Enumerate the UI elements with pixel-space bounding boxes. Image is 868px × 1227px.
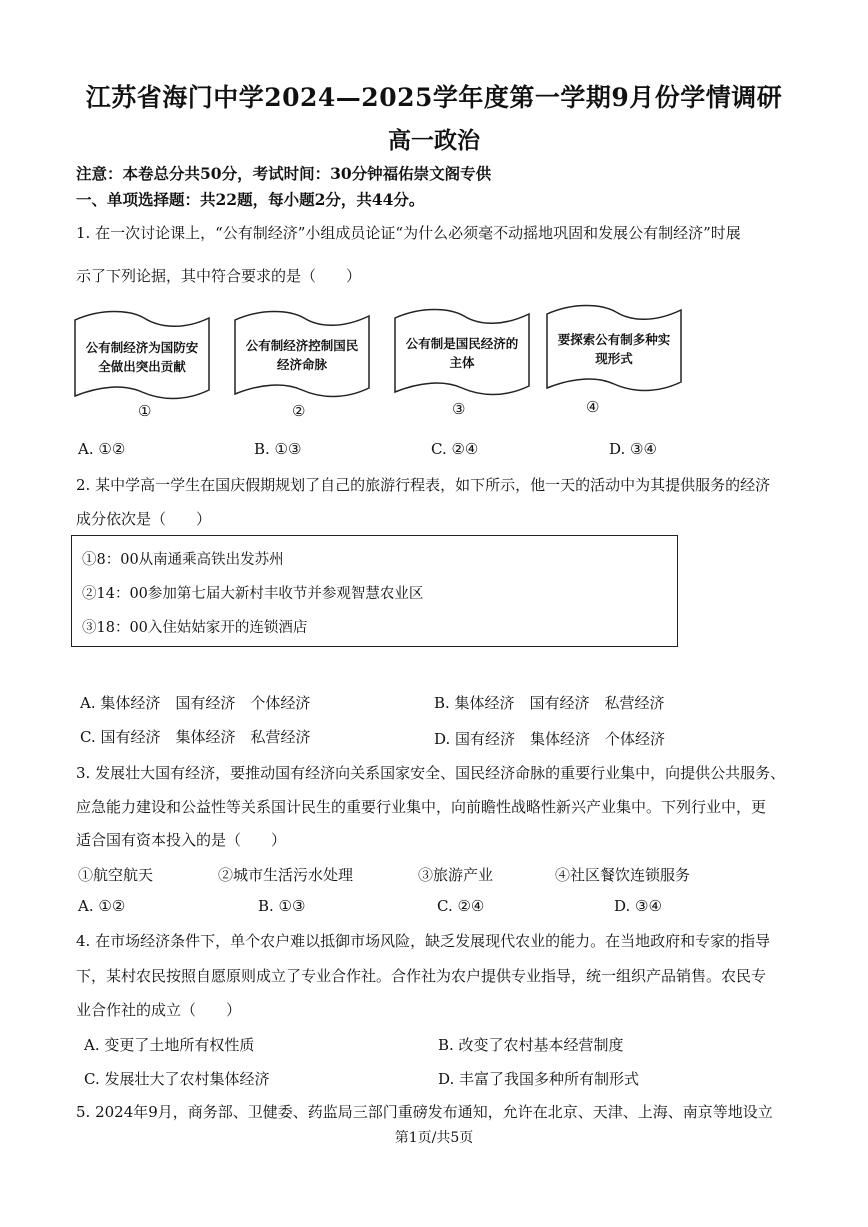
- q5-stem-line1: 5. 2024年9月，商务部、卫健委、药监局三部门重磅发布通知，允许在北京、天津、上海、南京等地设立: [76, 1103, 773, 1121]
- q1-option-b: B. ①③: [254, 440, 302, 458]
- exam-note: 注意：本卷总分共50分，考试时间：30分钟福佑崇文阁专供: [76, 164, 492, 183]
- q2-option-b: B. 集体经济 国有经济 私营经济: [434, 694, 665, 712]
- q4-stem-line2: 下，某村农民按照自愿原则成立了专业合作社。合作社为农户提供专业指导，统一组织产品销售。农民专: [76, 967, 767, 985]
- q3-option-d: D. ③④: [614, 897, 662, 915]
- q1-banner-3: [392, 306, 532, 398]
- q4-option-d: D. 丰富了我国多种所有制形式: [438, 1070, 640, 1088]
- q4-stem-line3: 业合作社的成立（ ）: [76, 1001, 242, 1019]
- q4-option-a: A. 变更了土地所有权性质: [84, 1036, 255, 1054]
- q1-option-d: D. ③④: [609, 440, 657, 458]
- q1-banner-2: [232, 308, 372, 400]
- section-heading: 一、单项选择题：共22题，每小题2分，共44分。: [76, 190, 425, 209]
- q3-item-3: ③旅游产业: [418, 866, 494, 884]
- page-title: 江苏省海门中学2024—2025学年度第一学期9月份学情调研: [85, 83, 783, 112]
- q1-banner-3-number: ③: [452, 400, 466, 418]
- q2-option-c: C. 国有经济 集体经济 私营经济: [80, 728, 311, 746]
- q3-option-b: B. ①③: [258, 897, 306, 915]
- q1-stem-line2: 示了下列论据，其中符合要求的是（ ）: [76, 267, 362, 285]
- q2-schedule-item-1: ①8：00从南通乘高铁出发苏州: [82, 552, 284, 568]
- q2-option-a: A. 集体经济 国有经济 个体经济: [80, 694, 311, 712]
- q1-option-a: A. ①②: [78, 440, 126, 458]
- q1-banner-4-number: ④: [586, 398, 600, 416]
- q1-banner-1: [72, 310, 212, 402]
- q3-item-2: ②城市生活污水处理: [218, 866, 354, 884]
- q3-stem-line2: 应急能力建设和公益性等关系国计民生的重要行业集中，向前瞻性战略性新兴产业集中。下列行业中，更: [76, 798, 767, 816]
- q1-banner-3-text: 公有制是国民经济的主体: [405, 336, 519, 370]
- page-footer: 第1页/共5页: [394, 1130, 474, 1146]
- q4-stem-line1: 4. 在市场经济条件下，单个农户难以抵御市场风险，缺乏发展现代农业的能力。在当地政府和专家的指导: [76, 932, 771, 950]
- q2-schedule-box: [71, 535, 678, 647]
- q3-stem-line1: 3. 发展壮大国有经济，要推动国有经济向关系国家安全、国民经济命脉的重要行业集中，向提供公共服务、: [76, 764, 786, 782]
- q4-option-c: C. 发展壮大了农村集体经济: [84, 1070, 270, 1088]
- q2-schedule-item-3: ③18：00入住姑姑家开的连锁酒店: [82, 620, 308, 636]
- page-subtitle: 高一政治: [388, 127, 480, 154]
- q1-banner-4: [544, 302, 684, 394]
- q1-banner-2-text: 公有制经济控制国民经济命脉: [245, 338, 359, 372]
- q3-option-c: C. ②④: [437, 897, 485, 915]
- q3-item-1: ①航空航天: [78, 866, 154, 884]
- q1-banner-2-number: ②: [292, 402, 306, 420]
- q4-option-b: B. 改变了农村基本经营制度: [438, 1036, 624, 1054]
- q2-schedule-item-2: ②14：00参加第七届大新村丰收节并参观智慧农业区: [82, 586, 424, 602]
- q2-option-d: D. 国有经济 集体经济 个体经济: [434, 730, 666, 748]
- q1-stem-line1: 1. 在一次讨论课上，“公有制经济”小组成员论证“为什么必须毫不动摇地巩固和发展公有制经济”时展: [76, 224, 741, 242]
- q1-banner-1-text: 公有制经济为国防安全做出突出贡献: [85, 340, 199, 374]
- q2-stem-line1: 2. 某中学高一学生在国庆假期规划了自己的旅游行程表，如下所示，他一天的活动中为其提供服务的经济: [76, 476, 771, 494]
- q2-stem-line2: 成分依次是（ ）: [76, 510, 212, 528]
- q3-option-a: A. ①②: [78, 897, 126, 915]
- q1-option-c: C. ②④: [431, 440, 479, 458]
- q1-banner-1-number: ①: [138, 402, 152, 420]
- q3-stem-line3: 适合国有资本投入的是（ ）: [76, 831, 287, 849]
- q3-item-4: ④社区餐饮连锁服务: [555, 866, 691, 884]
- q1-banner-4-text: 要探索公有制多种实现形式: [557, 332, 671, 366]
